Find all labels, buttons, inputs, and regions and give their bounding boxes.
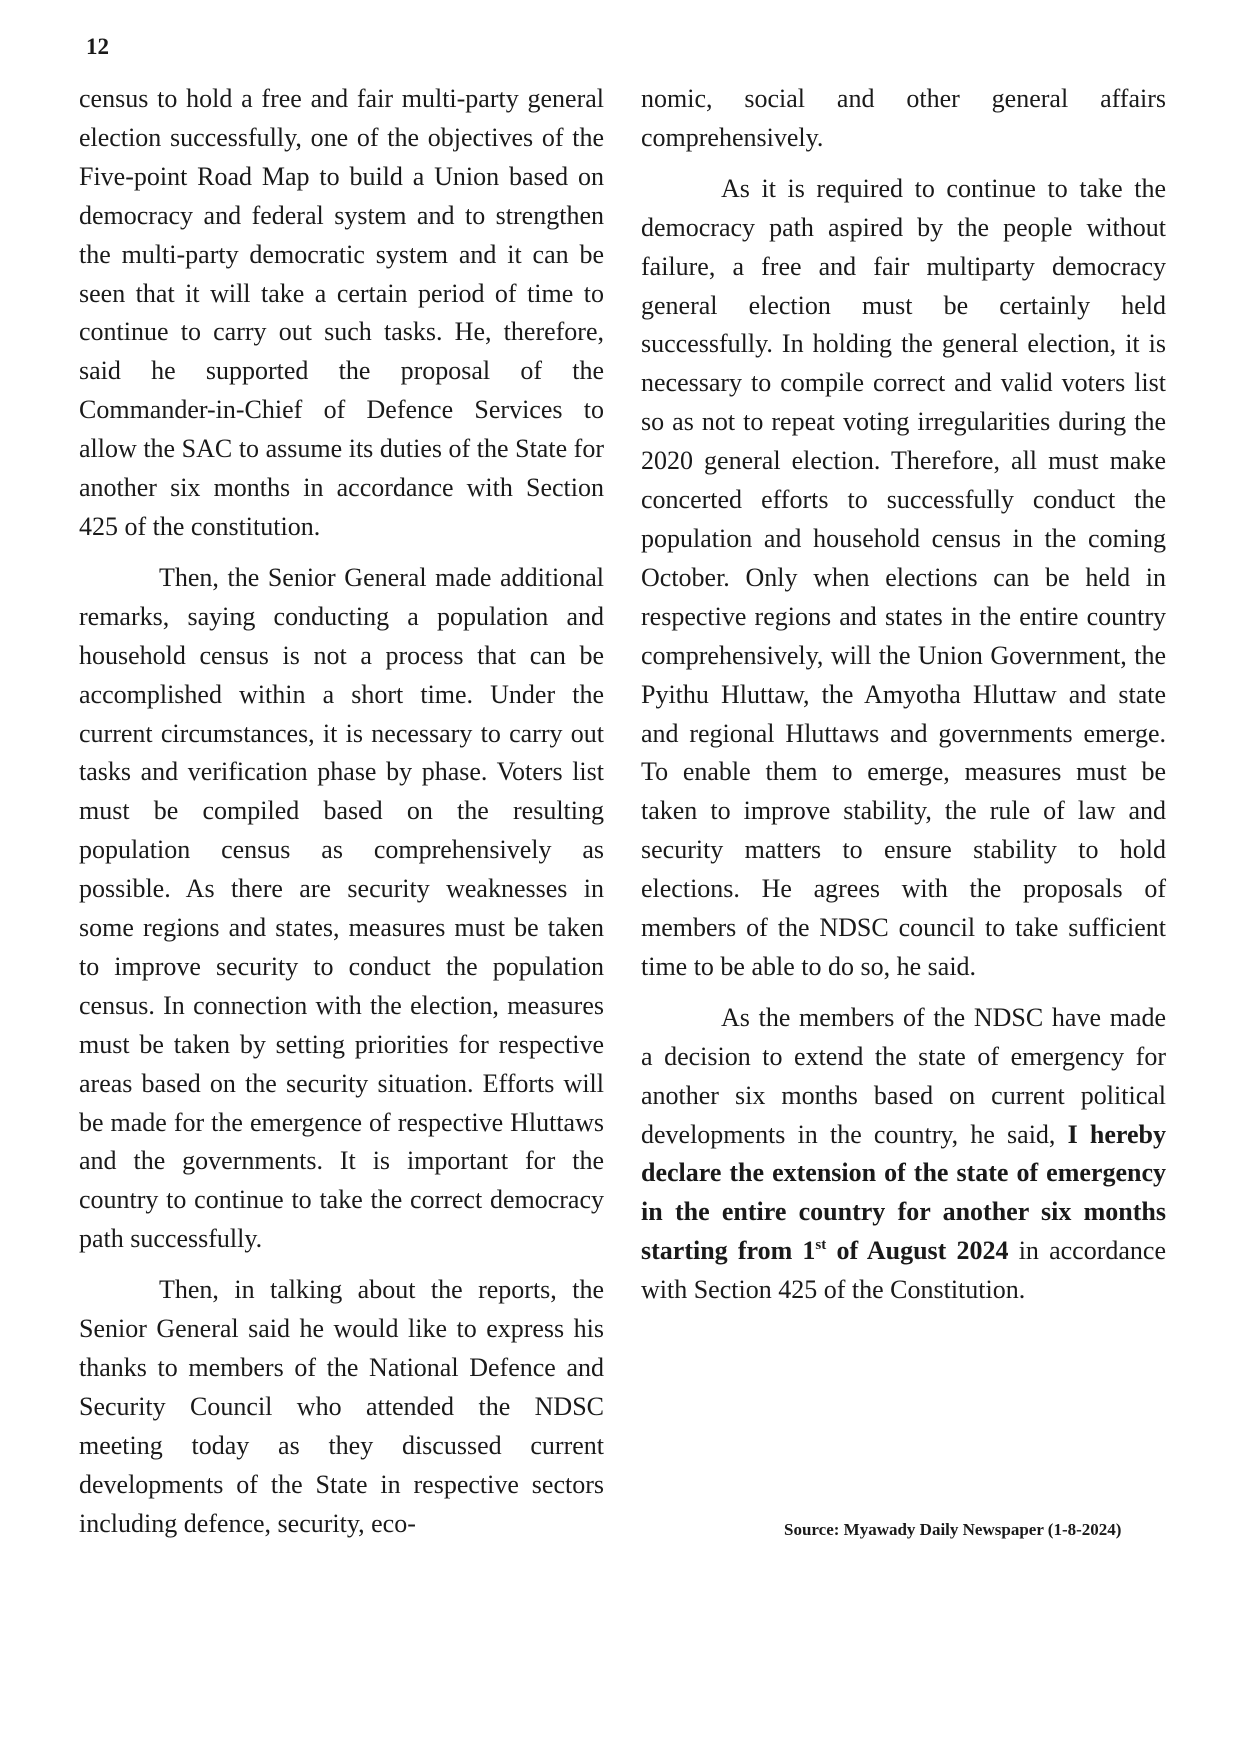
paragraph-democracy-path: As it is required to continue to take the democracy path aspired by the people without failure, a free and fair multiparty democracy general election must be certainly held successfully. In holding the general election, it is necessary to compile correct and valid voters list so as not to repeat voting irregularities during the 2020 general election. Therefore, all must make concerted efforts to successfully conduct the population and household census in the coming October. Only when elections can be held in respective regions and states in the entire country comprehensively, will the Union Government, the Pyithu Hluttaw, the Amyotha Hluttaw and state and regional Hluttaws and governments emerge. To enable them to emerge, measures must be taken to improve stability, the rule of law and security matters to ensure stability to hold elections. He agrees with the proposals of members of the NDSC council to take sufficient time to be able to do so, he said. [641, 173, 1166, 981]
paragraph-thanks-ndsc: Then, in talking about the reports, the Senior General said he would like to express his thanks to members of the National Defence and Security Council who attended the NDSC meeting today as they discussed current developments of the State in respective sectors including defence, security, eco- [79, 1275, 604, 1538]
paragraph-census-roadmap: census to hold a free and fair multi-party general election successfully, one of the objectives of the Five-point Road Map to build a Union based on democracy and federal system and to strengthen the multi-party democratic system and it can be seen that it will take a certain period of time to continue to carry out such tasks. He, therefore, said he supported the proposal of the Commander-in-Chief of Defence Services to allow the SAC to assume its duties of the State for another six months in accordance with Section 425 of the constitution. [79, 84, 604, 541]
ordinal-suffix: st [815, 1237, 827, 1254]
paragraph-general-affairs: nomic, social and other general affairs comprehensively. [641, 84, 1166, 152]
source-citation: Source: Myawady Daily Newspaper (1-8-2024) [784, 1520, 1122, 1539]
left-column [79, 80, 604, 1556]
right-column [641, 80, 1166, 1322]
paragraph-additional-remarks: Then, the Senior General made additional remarks, saying conducting a population and household census is not a process that can be accomplished within a short time. Under the current circumstances, it is necessary to carry out tasks and verification phase by phase. Voters list must be compiled based on the resulting population census as comprehensively as possible. As there are security weaknesses in some regions and states, measures must be taken to improve security to conduct the population census. In connection with the election, measures must be taken by setting priorities for respective areas based on the security situation. Efforts will be made for the emergence of respective Hluttaws and the governments. It is important for the country to continue to take the correct democracy path successfully. [79, 562, 604, 1254]
page-number: 12 [86, 34, 109, 59]
declaration-end: in accordance with Section 425 of the Constitution. [641, 1236, 1167, 1305]
declaration-bold-a: I hereby declare the extension of the state of emergency in the entire country for another six months starting from 1 [641, 1119, 1166, 1266]
declaration-bold-b: of August 2024 [826, 1236, 1009, 1266]
paragraph-declaration [641, 999, 1166, 1310]
declaration-intro: As the members of the NDSC have made a decision to extend the state of emergency for another six months based on current political developments in the country, he said, [641, 1002, 1166, 1149]
